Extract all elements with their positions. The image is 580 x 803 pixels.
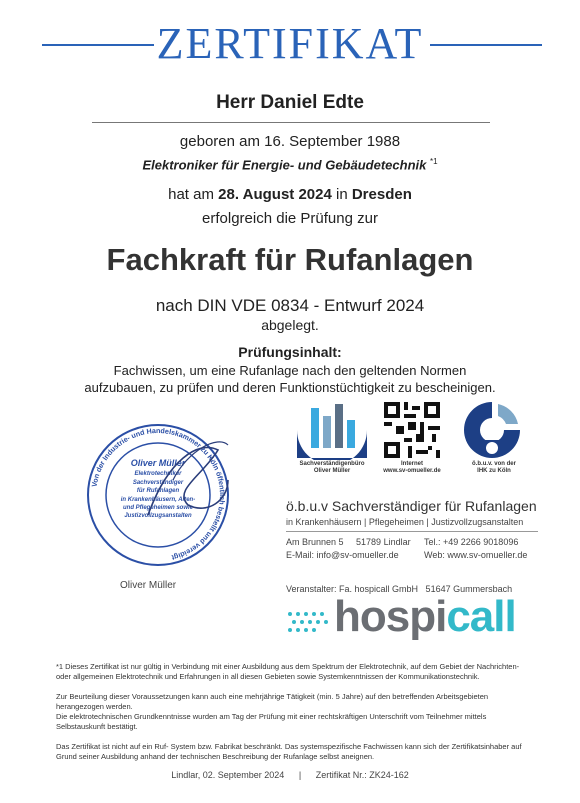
expert-email: E-Mail: info@sv-omueller.de (286, 550, 399, 560)
standard-line: nach DIN VDE 0834 - Entwurf 2024 (155, 296, 425, 315)
profession-note: *1 (429, 157, 438, 166)
stamp-line-5: in Krankenhäusern, Alten- (120, 497, 196, 503)
profession-line (0, 157, 580, 172)
svg-text:Von der Industrie- und Handels (90, 426, 227, 563)
qr-caption-2: www.sv-omueller.de (383, 468, 441, 474)
exam-place: Dresden (351, 186, 412, 203)
certificate-title: ZERTIFIKAT (156, 19, 424, 68)
certificate-number: Zertifikat Nr.: ZK24-162 (315, 770, 409, 780)
obuv-caption-2: IHK zu Köln (477, 468, 511, 474)
stamp-line-3: Sachverständiger (132, 480, 184, 486)
place-date: Lindlar, 02. September 2024 (171, 770, 285, 780)
qr-caption-1: Internet (400, 461, 423, 467)
profession: Elektroniker für Energie- und Gebäudetechnik (142, 157, 427, 173)
hospicall-dots-icon (284, 608, 332, 638)
qualification-title: Fachkraft für Rufanlagen (106, 242, 474, 277)
contact-rule (286, 531, 538, 532)
name-underline (92, 122, 490, 123)
signer-name: Oliver Müller (120, 580, 177, 591)
hospicall-part2: call (446, 592, 516, 641)
footnote-4: Das Zertifikat ist nicht auf ein Ruf- System bzw. Fabrikat beschränkt. Das systemspezifische Fachwissen kann sich der Zertifikatsinhaber auf Grund seiner Ausbildung anhand der technischen Beschreibung der Rufanlage selbst aneignen. (56, 742, 522, 761)
stamp-line-7: Justizvollzugsanstalten (124, 513, 192, 519)
expert-subtitle: in Krankenhäusern | Pflegeheimen | Justizvollzugsanstalten (286, 517, 524, 527)
content-line-1: Fachwissen, um eine Rufanlage nach den geltenden Normen (113, 363, 467, 378)
exam-date: 28. August 2024 (218, 186, 332, 203)
exam-mid: in (331, 186, 352, 203)
expert-address: Am Brunnen 5 51789 Lindlar (286, 537, 411, 547)
hospicall-logo (334, 592, 516, 642)
stamp-ring-text: Von der Industrie- und Handelskammer zu Köln öffentlich bestellt und vereidigt (89, 425, 228, 563)
official-stamp (78, 420, 238, 570)
exam-date-line (0, 186, 580, 203)
recipient-name: Herr Daniel Edte (216, 92, 364, 113)
obuv-caption-1: ö.b.u.v. von der (472, 461, 516, 467)
stamp-line-2: Elektrotechniker (134, 471, 182, 477)
exam-line-2: erfolgreich die Prüfung zur (202, 210, 378, 227)
stamp-line-6: und Pflegeheimen sowie (122, 505, 194, 511)
exam-prefix: hat am (168, 186, 219, 203)
qr-caption (374, 461, 450, 475)
stamp-line-4: für Rufanlagen (136, 488, 180, 494)
expert-web: Web: www.sv-omueller.de (424, 550, 528, 560)
hospicall-part1: hospi (334, 592, 447, 641)
obuv-caption (458, 461, 530, 475)
qr-code (384, 402, 440, 458)
content-line-2: aufzubauen, zu prüfen und deren Funktionstüchtigkeit zu bescheinigen. (84, 380, 496, 395)
content-text (0, 362, 580, 396)
footnote-3: Die elektrotechnischen Grundkenntnisse wurden am Tag der Prüfung mit einer rechtskräftigen Unterschrift vom Teilnehmer mittels Selbstauskunft bestätigt. (56, 712, 487, 731)
footnote-2: Zur Beurteilung dieser Voraussetzungen kann auch eine mehrjährige Tätigkeit (min. 5 Jahre) auf den betreffenden Arbeitsgebieten herangezogen werden. (56, 692, 489, 711)
bottom-line (0, 770, 580, 780)
passed-line: abgelegt. (261, 317, 319, 333)
footnote-1: *1 Dieses Zertifikat ist nur gültig in Verbindung mit einer Ausbildung aus dem Spektrum der Elektrotechnik, auf dem Gebiet der Nachrichten- oder allgemeinen Elektrotechnik und Erfahrungen in all diesen Gebieten sowie Systemkenntnissen der Kommunikationstechnik. (56, 662, 520, 681)
expert-tel: Tel.: +49 2266 9018096 (424, 537, 519, 547)
obuv-logo (460, 398, 524, 462)
stamp-line-1: Oliver Müller (130, 458, 186, 468)
buro-caption-1: Sachverständigenbüro (299, 461, 365, 467)
birth-line: geboren am 16. September 1988 (179, 133, 401, 150)
buro-caption (286, 461, 378, 475)
buro-caption-2: Oliver Müller (313, 468, 351, 474)
content-heading: Prüfungsinhalt: (238, 344, 342, 360)
bottom-separator: | (298, 770, 302, 780)
sachverstaendigenbuero-logo (293, 400, 371, 460)
expert-title: ö.b.u.v Sachverständiger für Rufanlagen (286, 498, 537, 514)
organizer-label: Veranstalter: Fa. hospicall GmbH 51647 Gummersbach (286, 584, 513, 594)
